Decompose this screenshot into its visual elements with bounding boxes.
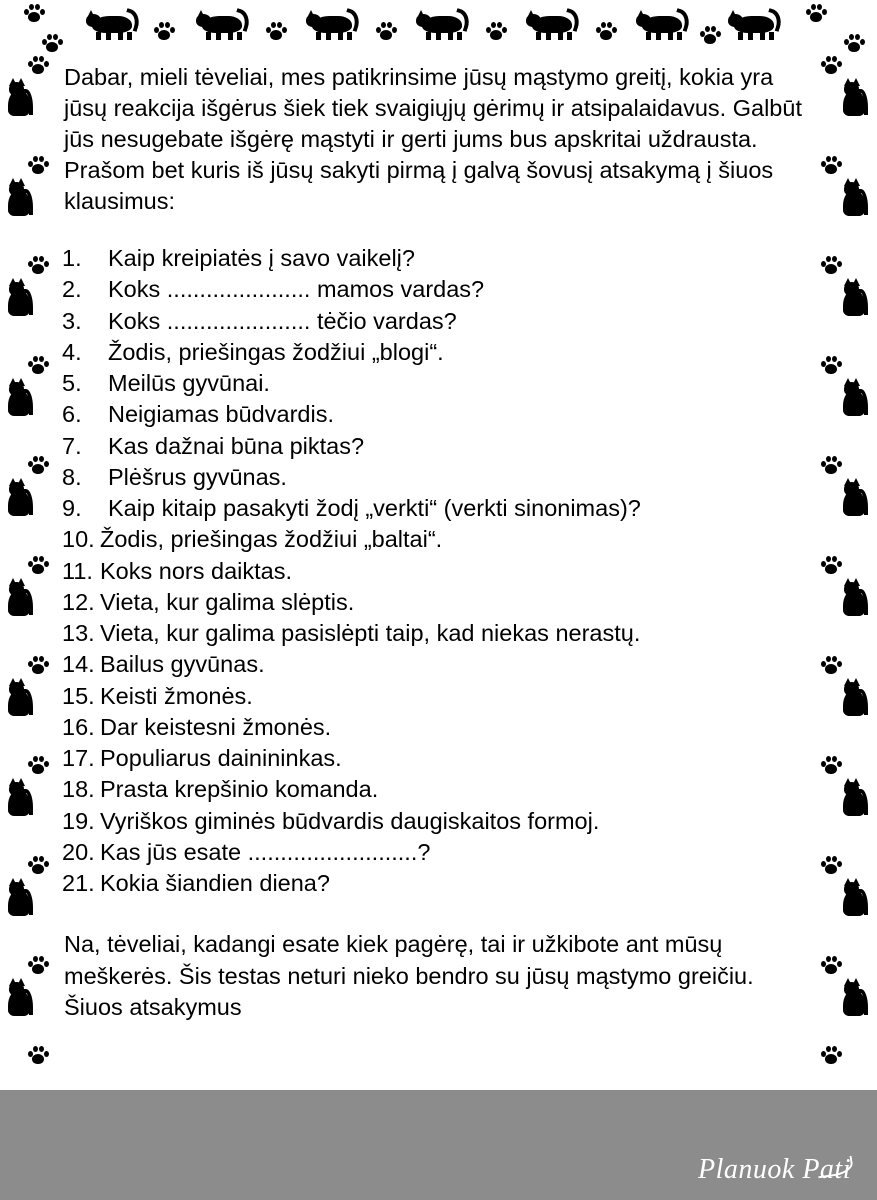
question-number: 3. [62, 307, 82, 334]
cat-silhouette-icon [841, 378, 867, 416]
document-body [62, 62, 822, 1023]
paw-print-icon [28, 856, 48, 876]
list-item [62, 462, 822, 493]
question-text: Žodis, priešingas žodžiui „blogi“. [108, 338, 444, 365]
cat-silhouette-icon [841, 178, 867, 216]
top-decorative-border [0, 0, 877, 62]
question-number: 2. [62, 276, 82, 303]
question-text: Prasta krepšinio komanda. [100, 776, 379, 803]
list-item [62, 556, 822, 587]
paw-print-icon [700, 26, 720, 46]
question-number: 4. [62, 338, 82, 365]
question-text: Kokia šiandien diena? [100, 870, 330, 897]
question-number: 14. [62, 651, 95, 678]
question-text: Keisti žmonės. [100, 682, 253, 709]
paw-print-icon [821, 1046, 841, 1066]
cat-silhouette-icon [6, 778, 32, 816]
question-text: Vyriškos giminės būdvardis daugiskaitos formoj. [100, 807, 600, 834]
question-text: Plėšrus gyvūnas. [108, 463, 287, 490]
cat-silhouette-icon [6, 678, 32, 716]
right-decorative-border [815, 0, 877, 1100]
paw-print-icon [28, 356, 48, 376]
list-item [62, 806, 822, 837]
question-text: Dar keistesni žmonės. [100, 713, 332, 740]
question-number: 18. [62, 776, 95, 803]
paw-print-icon [28, 56, 48, 76]
cat-silhouette-icon [306, 10, 360, 40]
list-item [62, 306, 822, 337]
cat-silhouette-icon [6, 878, 32, 916]
cat-silhouette-icon [841, 278, 867, 316]
question-number: 12. [62, 588, 95, 615]
paw-print-icon [376, 22, 396, 42]
cat-silhouette-icon [416, 10, 470, 40]
question-text: Žodis, priešingas žodžiui „baltai“. [100, 526, 443, 553]
question-number: 15. [62, 682, 95, 709]
paw-print-icon [821, 356, 841, 376]
paw-print-icon [821, 256, 841, 276]
outro-paragraph: Na, tėveliai, kadangi esate kiek pagėrę, tai ir užkibote ant mūsų meškerės. Šis testas neturi nieko bendro su jūsų mąstymo greičiu. Šiuos atsakymus [64, 931, 754, 1020]
paw-print-icon [486, 22, 506, 42]
list-item [62, 337, 822, 368]
cat-silhouette-icon [6, 378, 32, 416]
paw-print-icon [821, 656, 841, 676]
cat-silhouette-icon [6, 278, 32, 316]
question-number: 7. [62, 432, 82, 459]
paw-print-icon [821, 556, 841, 576]
cat-silhouette-icon [841, 778, 867, 816]
list-item [62, 399, 822, 430]
paw-print-icon [821, 456, 841, 476]
list-item [62, 243, 822, 274]
question-number: 17. [62, 745, 95, 772]
paw-print-icon [154, 22, 174, 42]
question-number: 10. [62, 526, 95, 553]
left-decorative-border [0, 0, 62, 1100]
question-number: 13. [62, 620, 95, 647]
paw-print-icon [28, 156, 48, 176]
paw-print-icon [28, 656, 48, 676]
question-number: 20. [62, 838, 95, 865]
cat-silhouette-icon [636, 10, 690, 40]
cat-silhouette-icon [841, 678, 867, 716]
list-item [62, 712, 822, 743]
question-number: 16. [62, 713, 95, 740]
question-text: Koks nors daiktas. [100, 557, 293, 584]
question-number: 19. [62, 807, 95, 834]
cat-silhouette-icon [841, 578, 867, 616]
cat-silhouette-icon [841, 78, 867, 116]
question-text: Kas jūs esate ..........................? [100, 838, 431, 865]
cat-silhouette-icon [6, 978, 32, 1016]
cat-silhouette-icon [526, 10, 580, 40]
list-item [62, 837, 822, 868]
list-item [62, 274, 822, 305]
footer-bar [0, 1090, 877, 1200]
cat-silhouette-icon [841, 978, 867, 1016]
list-item [62, 493, 822, 524]
paw-print-icon [821, 56, 841, 76]
question-number: 9. [62, 495, 82, 522]
question-number: 1. [62, 245, 82, 272]
question-number: 21. [62, 870, 95, 897]
question-text: Vieta, kur galima pasislėpti taip, kad niekas nerastų. [100, 620, 641, 647]
cat-silhouette-icon [86, 10, 140, 40]
question-number: 11. [62, 557, 93, 584]
cat-silhouette-icon [841, 478, 867, 516]
question-text: Kaip kreipiatės į savo vaikelį? [108, 245, 415, 272]
question-text: Vieta, kur galima slėptis. [100, 588, 355, 615]
question-text: Kaip kitaip pasakyti žodį „verkti“ (verkti sinonimas)? [108, 495, 641, 522]
paw-print-icon [28, 756, 48, 776]
question-text: Kas dažnai būna piktas? [108, 432, 365, 459]
cat-silhouette-icon [6, 78, 32, 116]
intro-paragraph: Dabar, mieli tėveliai, mes patikrinsime jūsų mąstymo greitį, kokia yra jūsų reakcija išgėrus šiek tiek svaigiųjų gėrimų ir atsipalaidavus. Galbūt jūs nesugebate išgėrę mąstyti ir gerti jums bus apskritai uždrausta. Prašom bet kuris iš jūsų sakyti pirmą į galvą šovusį atsakymą į šiuos klausimus: [64, 64, 802, 215]
paw-print-icon [821, 856, 841, 876]
paw-print-icon [821, 756, 841, 776]
paw-print-icon [596, 22, 616, 42]
paw-print-icon [821, 956, 841, 976]
question-text: Meilūs gyvūnai. [108, 370, 270, 397]
paw-print-icon [266, 22, 286, 42]
list-item [62, 618, 822, 649]
list-item [62, 431, 822, 462]
cat-silhouette-icon [6, 178, 32, 216]
question-text: Neigiamas būdvardis. [108, 401, 334, 428]
list-item [62, 868, 822, 899]
question-text: Koks ...................... tėčio vardas? [108, 307, 457, 334]
list-item [62, 524, 822, 555]
cat-silhouette-icon [6, 478, 32, 516]
paw-print-icon [28, 456, 48, 476]
question-text: Koks ...................... mamos vardas? [108, 276, 485, 303]
paw-print-icon [28, 556, 48, 576]
cat-silhouette-icon [196, 10, 250, 40]
brand-logo-text: Planuok Pati [698, 1154, 851, 1185]
list-item [62, 649, 822, 680]
question-number: 5. [62, 370, 82, 397]
paw-print-icon [28, 1046, 48, 1066]
list-item [62, 743, 822, 774]
cat-silhouette-icon [728, 10, 782, 40]
paw-print-icon [821, 156, 841, 176]
list-item [62, 681, 822, 712]
question-number: 8. [62, 463, 82, 490]
question-text: Bailus gyvūnas. [100, 651, 265, 678]
paw-print-icon [28, 256, 48, 276]
list-item [62, 368, 822, 399]
question-text: Populiarus dainininkas. [100, 745, 342, 772]
list-item [62, 774, 822, 805]
list-item [62, 587, 822, 618]
cat-silhouette-icon [841, 878, 867, 916]
cat-silhouette-icon [6, 578, 32, 616]
question-list [62, 243, 822, 899]
paw-print-icon [28, 956, 48, 976]
question-number: 6. [62, 401, 82, 428]
